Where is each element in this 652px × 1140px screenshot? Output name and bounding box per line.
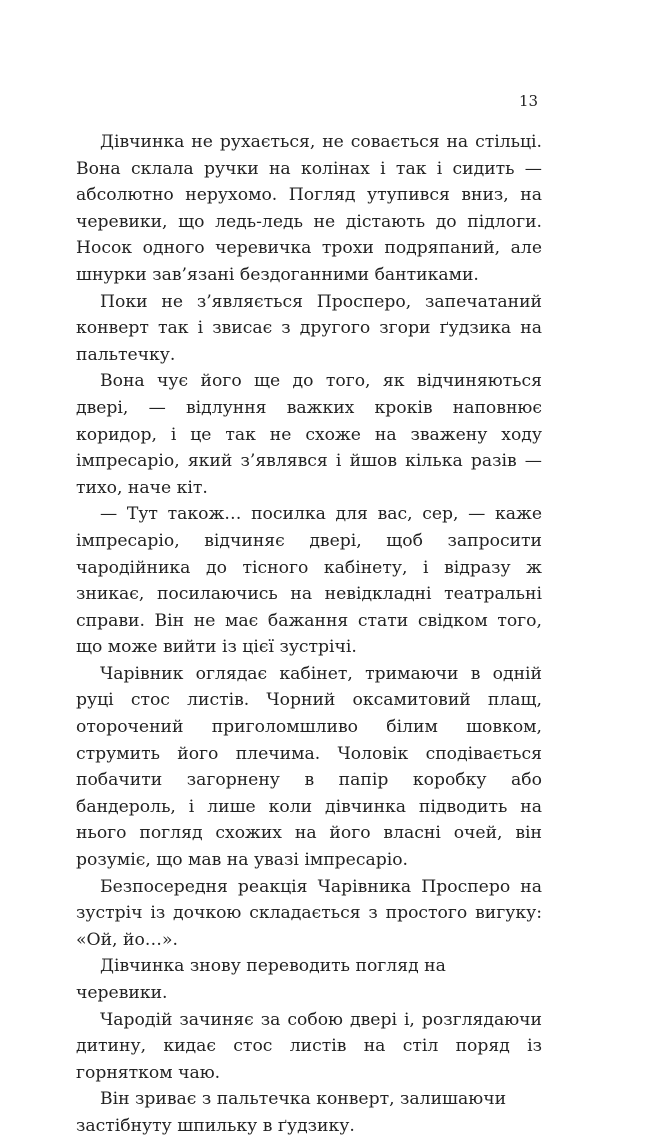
body-text bbox=[76, 129, 542, 1140]
paragraph: Дівчинка знову переводить погляд на черевики. bbox=[76, 956, 446, 1003]
paragraph: Він зриває з пальтечка конверт, залишаючи застібнуту шпильку в ґудзику. bbox=[76, 1089, 507, 1136]
paragraph: Вона чує його ще до того, як відчиняються двері, — відлуння важких кроків наповнює коридор, і це так не схоже на зважену ходу імпресаріо, який з’являвся і йшов кілька разів — тихо, наче кіт. bbox=[76, 371, 542, 498]
page-number: 13 bbox=[519, 92, 539, 110]
paragraph: Безпосередня реакція Чарівника Просперо на зустріч із дочкою складається з простого вигуку: «Ой, йо…». bbox=[76, 876, 542, 950]
paragraph: — Тут також… посилка для вас, сер, — каже імпресаріо, відчиняє двері, щоб запросити чародійника до тісного кабінету, і відразу ж зникає, посилаючись на невідкладні театральні справи. Він не має бажання стати свідком того, що може вийти із цієї зустрічі. bbox=[76, 504, 542, 658]
paragraph: Чародій зачиняє за собою двері і, розглядаючи дитину, кидає стос листів на стіл поряд із горнятком чаю. bbox=[76, 1009, 542, 1083]
paragraph: Чарівник оглядає кабінет, тримаючи в одній руці стос листів. Чорний оксамитовий плащ, оторочений приголомшливо білим шовком, струмить його плечима. Чоловік сподівається побачити загорнену в папір коробку або бандероль, і лише коли дівчинка підводить на нього погляд схожих на його власні очей, він розуміє, що мав на увазі імпресаріо. bbox=[76, 663, 542, 871]
paragraph: Поки не з’являється Просперо, запечатаний конверт так і звисає з другого згори ґудзика на пальтечку. bbox=[76, 291, 542, 365]
paragraph: Дівчинка не рухається, не совається на стільці. Вона склала ручки на колінах і так і сидить — абсолютно нерухомо. Погляд утупився вниз, на черевики, що ледь-ледь не дістають до підлоги. Носок одного черевичка трохи подряпаний, але шнурки зав’язані бездоганними бантиками. bbox=[76, 132, 542, 285]
